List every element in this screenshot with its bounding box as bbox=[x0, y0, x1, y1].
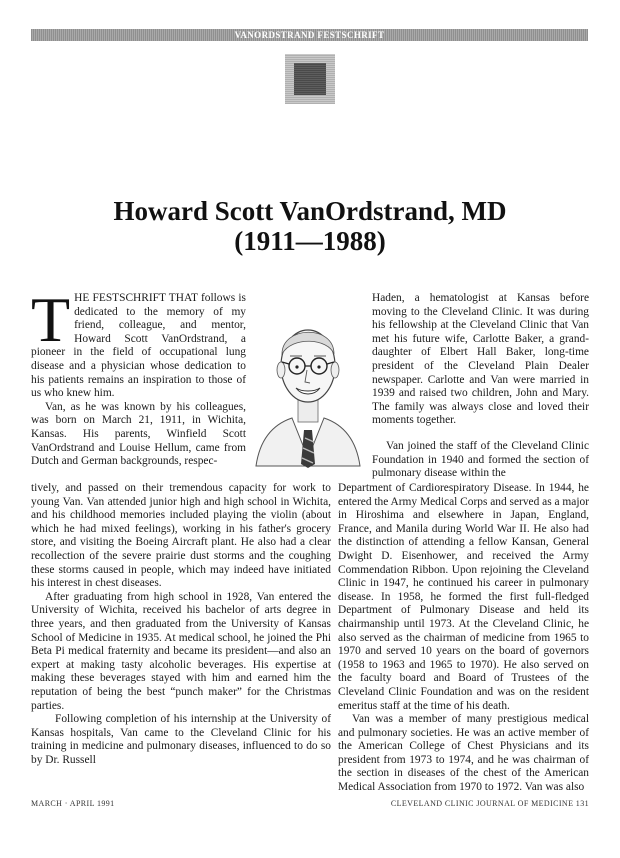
journal-logo bbox=[285, 54, 335, 104]
paragraph: Following completion of his internship at the University of Kansas hospitals, Van came to the Cleveland Clinic for his training in medicine and pulmonary diseases, influenced to do so by Dr. Russell bbox=[31, 713, 331, 766]
paragraph: After graduating from high school in 1928, Van entered the University of Wichita, received his bachelor of arts degree in three years, and then graduated from the University of Kansas School of Medicine in 1935. At medical school, he joined the Phi Beta Pi medical fraternity and became its president—and also an expert at making tasty alcoholic beverages. His expertise at making these beverages stayed with him and earned him the reputation of being the best “punch maker” for the Christmas parties. bbox=[31, 590, 331, 712]
paragraph: Van, as he was known by his colleagues, was born on March 21, 1911, in Wichita, Kansas. His parents, Winfield Scott VanOrdstrand and Louise Hellum, came from Dutch and German backgrounds, respec- bbox=[31, 400, 246, 468]
paragraph: tively, and passed on their tremendous capacity for work to young Van. Van attended junior high and high school in Wichita, and his childhood memories included playing the violin (about which he had mixed feelings), working in his father's grocery store, and visiting the Boeing Aircraft plant. He also had a clear recollection of the severe prairie dust storms and the coughing these storms caused in people, which may indeed have initiated his interest in chest diseases. bbox=[31, 482, 331, 590]
paragraph-text: HE FESTSCHRIFT THAT follows is dedicated to the memory of my friend, colleague, and mentor, Howard Scott VanOrdstrand, a pioneer in the field of occupational lung disease and a physician whose dedication to his patients remains an inspiration to those of us who knew him. bbox=[31, 292, 246, 400]
footer-issue-date: MARCH · APRIL 1991 bbox=[31, 799, 115, 808]
drop-cap: T bbox=[31, 284, 71, 355]
column-left-top bbox=[31, 284, 246, 469]
paragraph: Department of Cardiorespiratory Disease. In 1944, he entered the Army Medical Corps and served as a major in Hiroshima and elsewhere in Japan, England, France, and Manila during World War II. He also had the distinction of attending a fellow Kansan, General Dwight D. Eisenhower, and received the Army Commendation Ribbon. Upon rejoining the Cleveland Clinic in 1947, he continued his career in pulmonary disease. In 1958, he formed the first full-fledged Department of Pulmonary Disease and held its chairmanship until 1973. At the Cleveland Clinic, he also served as the chairman of medicine from 1965 to 1970 and served 10 years on the board of governors (1958 to 1963 and 1965 to 1970). He also served on the faculty board and Board of Trustees of the Cleveland Clinic Foundation and was on the resident emeritus staff at the time of his death. bbox=[338, 482, 589, 712]
paragraph: Van was a member of many prestigious medical and pulmonary societies. He was an active member of the American College of Chest Physicians and its president from 1973 to 1974, and he was chairman of the section in diseases of the chest of the American Medical Association from 1970 to 1972. Van was also bbox=[338, 713, 589, 794]
paragraph bbox=[31, 284, 246, 401]
footer-journal-page: CLEVELAND CLINIC JOURNAL OF MEDICINE 131 bbox=[390, 799, 589, 808]
paragraph: Van joined the staff of the Cleveland Clinic Foundation in 1940 and formed the section of pulmonary disease within the bbox=[372, 440, 589, 480]
column-right-middle bbox=[338, 440, 589, 481]
title-dates: (1911—1988) bbox=[234, 226, 386, 256]
column-right-top bbox=[372, 292, 589, 428]
column-left-bottom bbox=[31, 482, 331, 767]
title-name: Howard Scott VanOrdstrand, MD bbox=[113, 196, 507, 226]
running-header: VANORDSTRAND FESTSCHRIFT bbox=[31, 29, 588, 41]
column-right-bottom bbox=[338, 482, 589, 795]
journal-logo-inner bbox=[294, 63, 326, 95]
paragraph: Haden, a hematologist at Kansas before moving to the Cleveland Clinic. It was during his fellowship at the Cleveland Clinic that Van met his future wife, Carlotte Baker, a grand-daughter of Elbert Hall Baker, long-time president of the Cleveland Plain Dealer newspaper. Carlotte and Van were married in 1939 and raised two children, John and Mary. The family was always close and loved their moments together. bbox=[372, 292, 589, 427]
article-title bbox=[40, 196, 580, 256]
